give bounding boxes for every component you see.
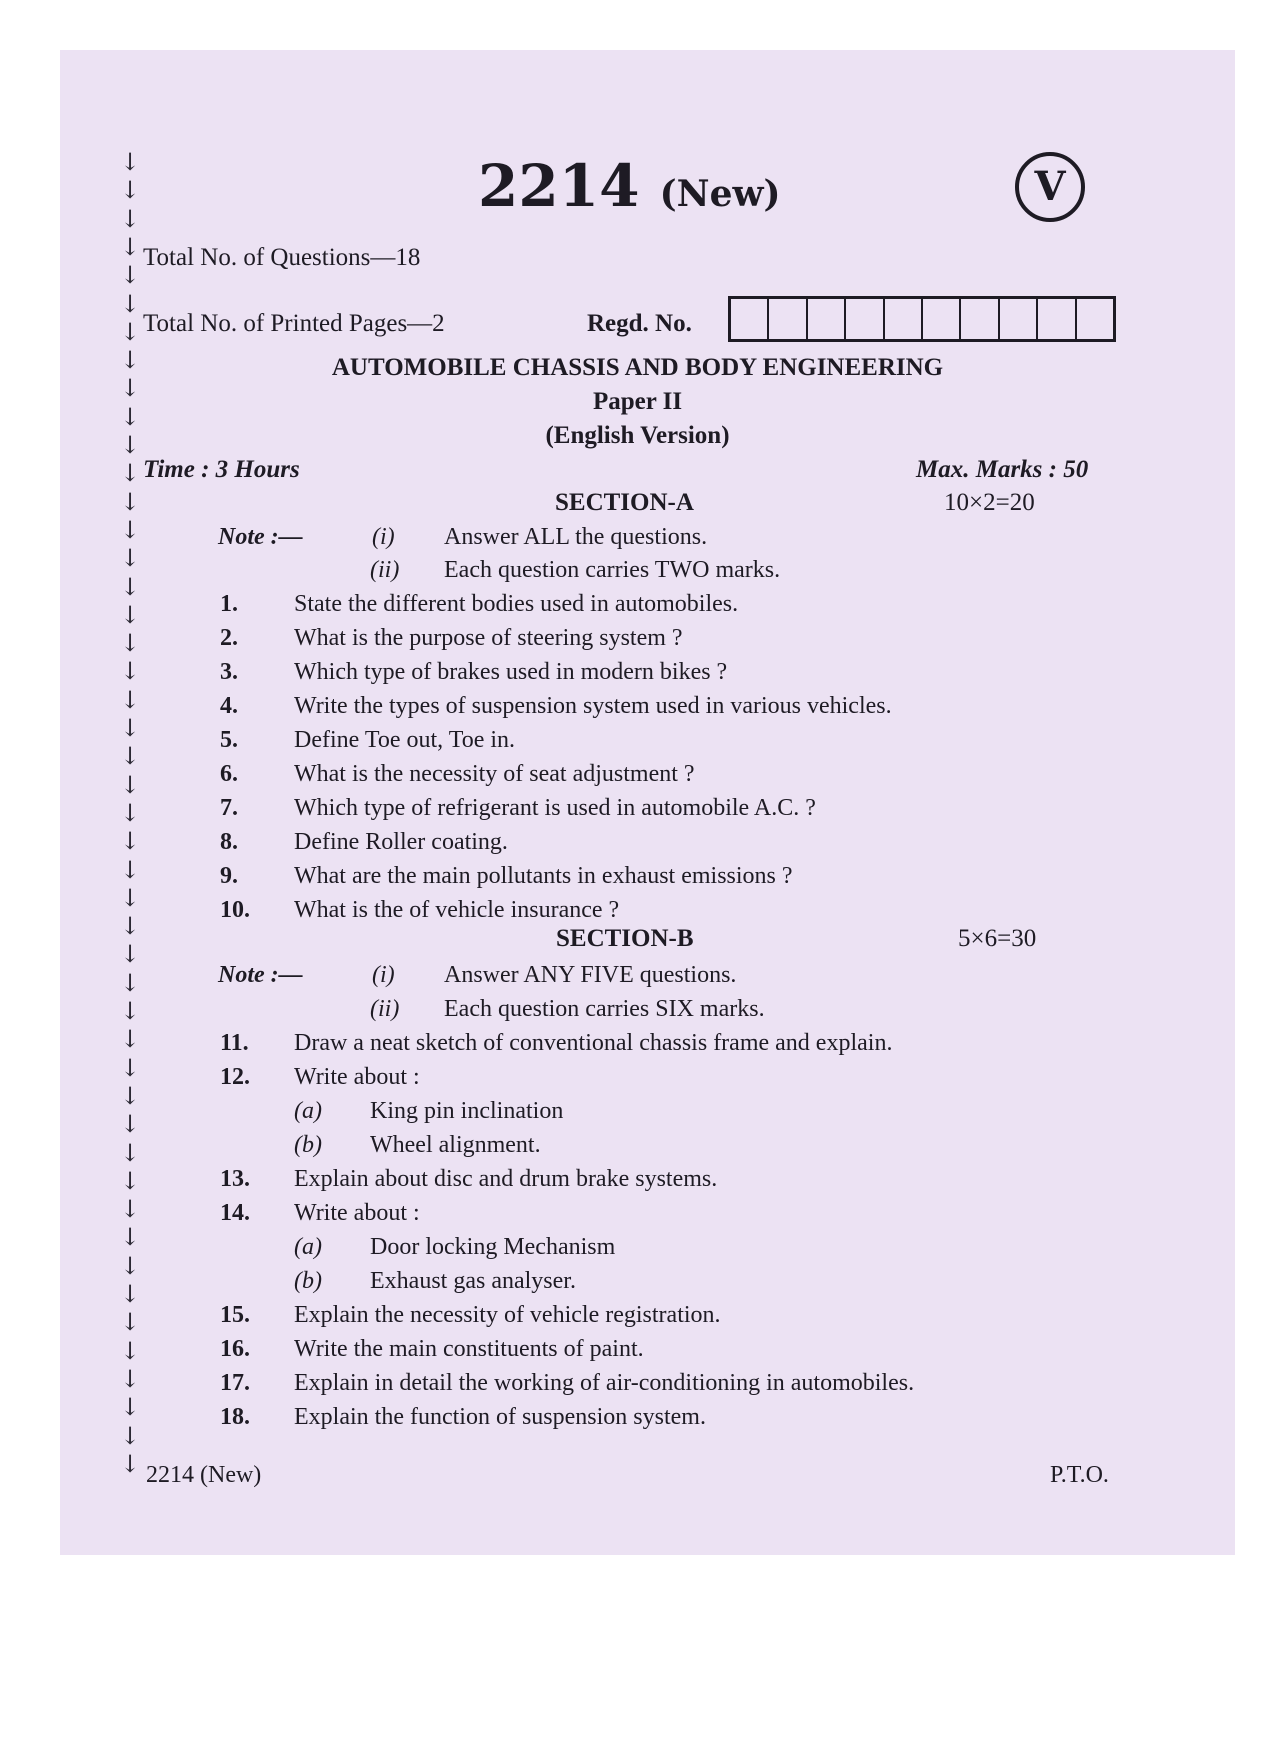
margin-arrow-icon: ↓ — [120, 346, 141, 375]
paper-code-number: 2214 — [478, 152, 640, 220]
margin-arrow-icon: ↓ — [120, 487, 141, 516]
question-text: Write about : — [294, 1200, 420, 1226]
margin-arrow-icon: ↓ — [120, 1195, 141, 1224]
question-text: Explain in detail the working of air-conditioning in automobiles. — [294, 1370, 915, 1396]
question-number: 18. — [220, 1404, 250, 1430]
paper-code — [478, 152, 781, 220]
margin-arrow-icon: ↓ — [120, 544, 141, 573]
margin-arrow-icon: ↓ — [120, 629, 141, 658]
question-number: 9. — [220, 863, 238, 889]
question-number: 14. — [220, 1200, 250, 1226]
margin-arrow-icon: ↓ — [120, 855, 141, 884]
footer-pto: P.T.O. — [1050, 1462, 1109, 1488]
margin-arrow-icon: ↓ — [120, 770, 141, 799]
section-a-note-label: Note :— — [218, 524, 303, 550]
section-b-note-num: (i) — [372, 962, 395, 988]
margin-arrow-icon: ↓ — [120, 1280, 141, 1308]
regd-no-cell[interactable] — [846, 299, 884, 339]
question-text: Define Roller coating. — [294, 829, 508, 855]
sub-question-text: Door locking Mechanism — [370, 1234, 616, 1260]
sub-question-text: Wheel alignment. — [370, 1132, 541, 1158]
paper-code-suffix: (New) — [659, 173, 781, 215]
question-number: 10. — [220, 897, 250, 923]
section-b-note-text: Each question carries SIX marks. — [444, 996, 765, 1022]
margin-arrow-icon: ↓ — [120, 1393, 141, 1422]
margin-arrow-icon: ↓ — [120, 402, 141, 431]
margin-arrow-icon: ↓ — [120, 1421, 141, 1450]
question-text: Write about : — [294, 1064, 420, 1090]
question-text: What is the purpose of steering system ? — [294, 625, 683, 651]
question-text: Which type of brakes used in modern bikes ? — [294, 659, 728, 685]
subject-title: AUTOMOBILE CHASSIS AND BODY ENGINEERING — [331, 354, 944, 381]
margin-arrow-icon: ↓ — [120, 1449, 141, 1478]
sub-question-label: (a) — [294, 1234, 322, 1260]
question-number: 16. — [220, 1336, 250, 1362]
section-b-title: SECTION-B — [556, 925, 694, 952]
margin-arrow-icon: ↓ — [120, 997, 141, 1025]
margin-arrow-icon: ↓ — [120, 1364, 141, 1393]
footer-paper-code: 2214 (New) — [146, 1462, 262, 1488]
question-text: Draw a neat sketch of conventional chassis frame and explain. — [294, 1030, 893, 1056]
question-number: 17. — [220, 1370, 250, 1396]
section-a-title: SECTION-A — [555, 489, 694, 516]
margin-arrow-icon: ↓ — [120, 1251, 141, 1280]
sub-question-text: King pin inclination — [370, 1098, 564, 1124]
regd-no-cell[interactable] — [1038, 299, 1076, 339]
paper-number: Paper II — [592, 388, 683, 415]
question-text: Define Toe out, Toe in. — [294, 727, 516, 753]
question-number: 13. — [220, 1166, 250, 1192]
margin-arrow-icon: ↓ — [120, 685, 141, 714]
regd-no-cell[interactable] — [808, 299, 846, 339]
question-text: What is the of vehicle insurance ? — [294, 897, 620, 923]
margin-arrow-icon: ↓ — [120, 289, 141, 318]
margin-arrow-icon: ↓ — [120, 148, 141, 176]
margin-arrow-icon: ↓ — [120, 431, 141, 459]
margin-arrow-icon: ↓ — [120, 1081, 141, 1110]
section-b-marks: 5×6=30 — [958, 925, 1037, 952]
question-number: 11. — [220, 1030, 249, 1056]
question-number: 12. — [220, 1064, 250, 1090]
margin-arrow-icon: ↓ — [120, 600, 141, 629]
question-number: 2. — [220, 625, 238, 651]
margin-arrow-icon: ↓ — [120, 232, 141, 261]
margin-arrow-icon: ↓ — [120, 572, 141, 601]
regd-no-cell[interactable] — [961, 299, 999, 339]
regd-no-cell[interactable] — [923, 299, 961, 339]
margin-arrow-icon: ↓ — [120, 827, 141, 856]
margin-arrow-icon: ↓ — [120, 742, 141, 771]
question-number: 1. — [220, 591, 238, 617]
max-marks: Max. Marks : 50 — [916, 456, 1089, 483]
margin-arrow-icon: ↓ — [120, 1166, 141, 1195]
question-number: 8. — [220, 829, 238, 855]
margin-arrow-icon: ↓ — [120, 261, 141, 290]
margin-arrow-icon: ↓ — [120, 714, 141, 742]
question-text: What are the main pollutants in exhaust emissions ? — [294, 863, 793, 889]
sub-question-label: (a) — [294, 1098, 322, 1124]
sub-question-text: Exhaust gas analyser. — [370, 1268, 576, 1294]
question-text: Explain the function of suspension system. — [294, 1404, 706, 1430]
section-b-note-num: (ii) — [370, 996, 400, 1022]
section-a-note-text: Each question carries TWO marks. — [444, 557, 781, 583]
total-questions: Total No. of Questions—18 — [143, 244, 421, 271]
margin-arrow-icon: ↓ — [120, 968, 141, 997]
question-number: 6. — [220, 761, 238, 787]
margin-arrow-icon: ↓ — [120, 912, 141, 941]
question-text: Explain the necessity of vehicle registration. — [294, 1302, 721, 1328]
section-a-marks: 10×2=20 — [944, 489, 1035, 516]
question-number: 4. — [220, 693, 238, 719]
version-badge: V — [1015, 152, 1085, 222]
regd-no-cell[interactable] — [1077, 299, 1113, 339]
regd-no-label: Regd. No. — [587, 310, 692, 337]
version-line: (English Version) — [545, 422, 730, 449]
margin-arrow-icon: ↓ — [120, 1110, 141, 1139]
margin-arrow-icon: ↓ — [120, 374, 141, 403]
regd-no-cell[interactable] — [885, 299, 923, 339]
regd-no-cell[interactable] — [769, 299, 807, 339]
regd-no-cell[interactable] — [1000, 299, 1038, 339]
margin-arrow-icon: ↓ — [120, 1025, 141, 1054]
total-printed-pages: Total No. of Printed Pages—2 — [143, 310, 445, 337]
margin-arrow-icon: ↓ — [120, 657, 141, 686]
margin-arrow-icon: ↓ — [120, 1138, 141, 1167]
margin-arrow-icon: ↓ — [120, 317, 141, 346]
margin-arrow-icon: ↓ — [120, 798, 141, 827]
question-number: 5. — [220, 727, 238, 753]
margin-arrow-icon: ↓ — [120, 459, 141, 488]
question-text: Write the types of suspension system used in various vehicles. — [294, 693, 892, 719]
question-text: State the different bodies used in automobiles. — [294, 591, 739, 617]
margin-arrow-icon: ↓ — [120, 515, 141, 544]
margin-arrow-icon: ↓ — [120, 1308, 141, 1337]
exam-time: Time : 3 Hours — [143, 456, 300, 483]
margin-arrow-icon: ↓ — [120, 1223, 141, 1252]
margin-arrow-icon: ↓ — [120, 176, 141, 205]
sub-question-label: (b) — [294, 1268, 322, 1294]
question-text: Write the main constituents of paint. — [294, 1336, 644, 1362]
regd-no-boxes[interactable] — [728, 296, 1116, 342]
margin-arrow-icon: ↓ — [120, 1336, 141, 1365]
question-number: 15. — [220, 1302, 250, 1328]
section-b-note-text: Answer ANY FIVE questions. — [444, 962, 737, 988]
section-a-note-text: Answer ALL the questions. — [444, 524, 708, 550]
section-a-note-num: (ii) — [370, 557, 400, 583]
margin-arrow-icon: ↓ — [120, 883, 141, 912]
question-text: Which type of refrigerant is used in automobile A.C. ? — [294, 795, 816, 821]
question-text: What is the necessity of seat adjustment ? — [294, 761, 695, 787]
question-number: 3. — [220, 659, 238, 685]
margin-arrow-icon: ↓ — [120, 1053, 141, 1082]
section-b-note-label: Note :— — [218, 962, 303, 988]
question-number: 7. — [220, 795, 238, 821]
section-a-note-num: (i) — [372, 524, 395, 550]
margin-arrow-icon: ↓ — [120, 940, 141, 969]
sub-question-label: (b) — [294, 1132, 322, 1158]
question-text: Explain about disc and drum brake systems. — [294, 1166, 718, 1192]
margin-arrow-icon: ↓ — [120, 204, 141, 233]
regd-no-cell[interactable] — [731, 299, 769, 339]
